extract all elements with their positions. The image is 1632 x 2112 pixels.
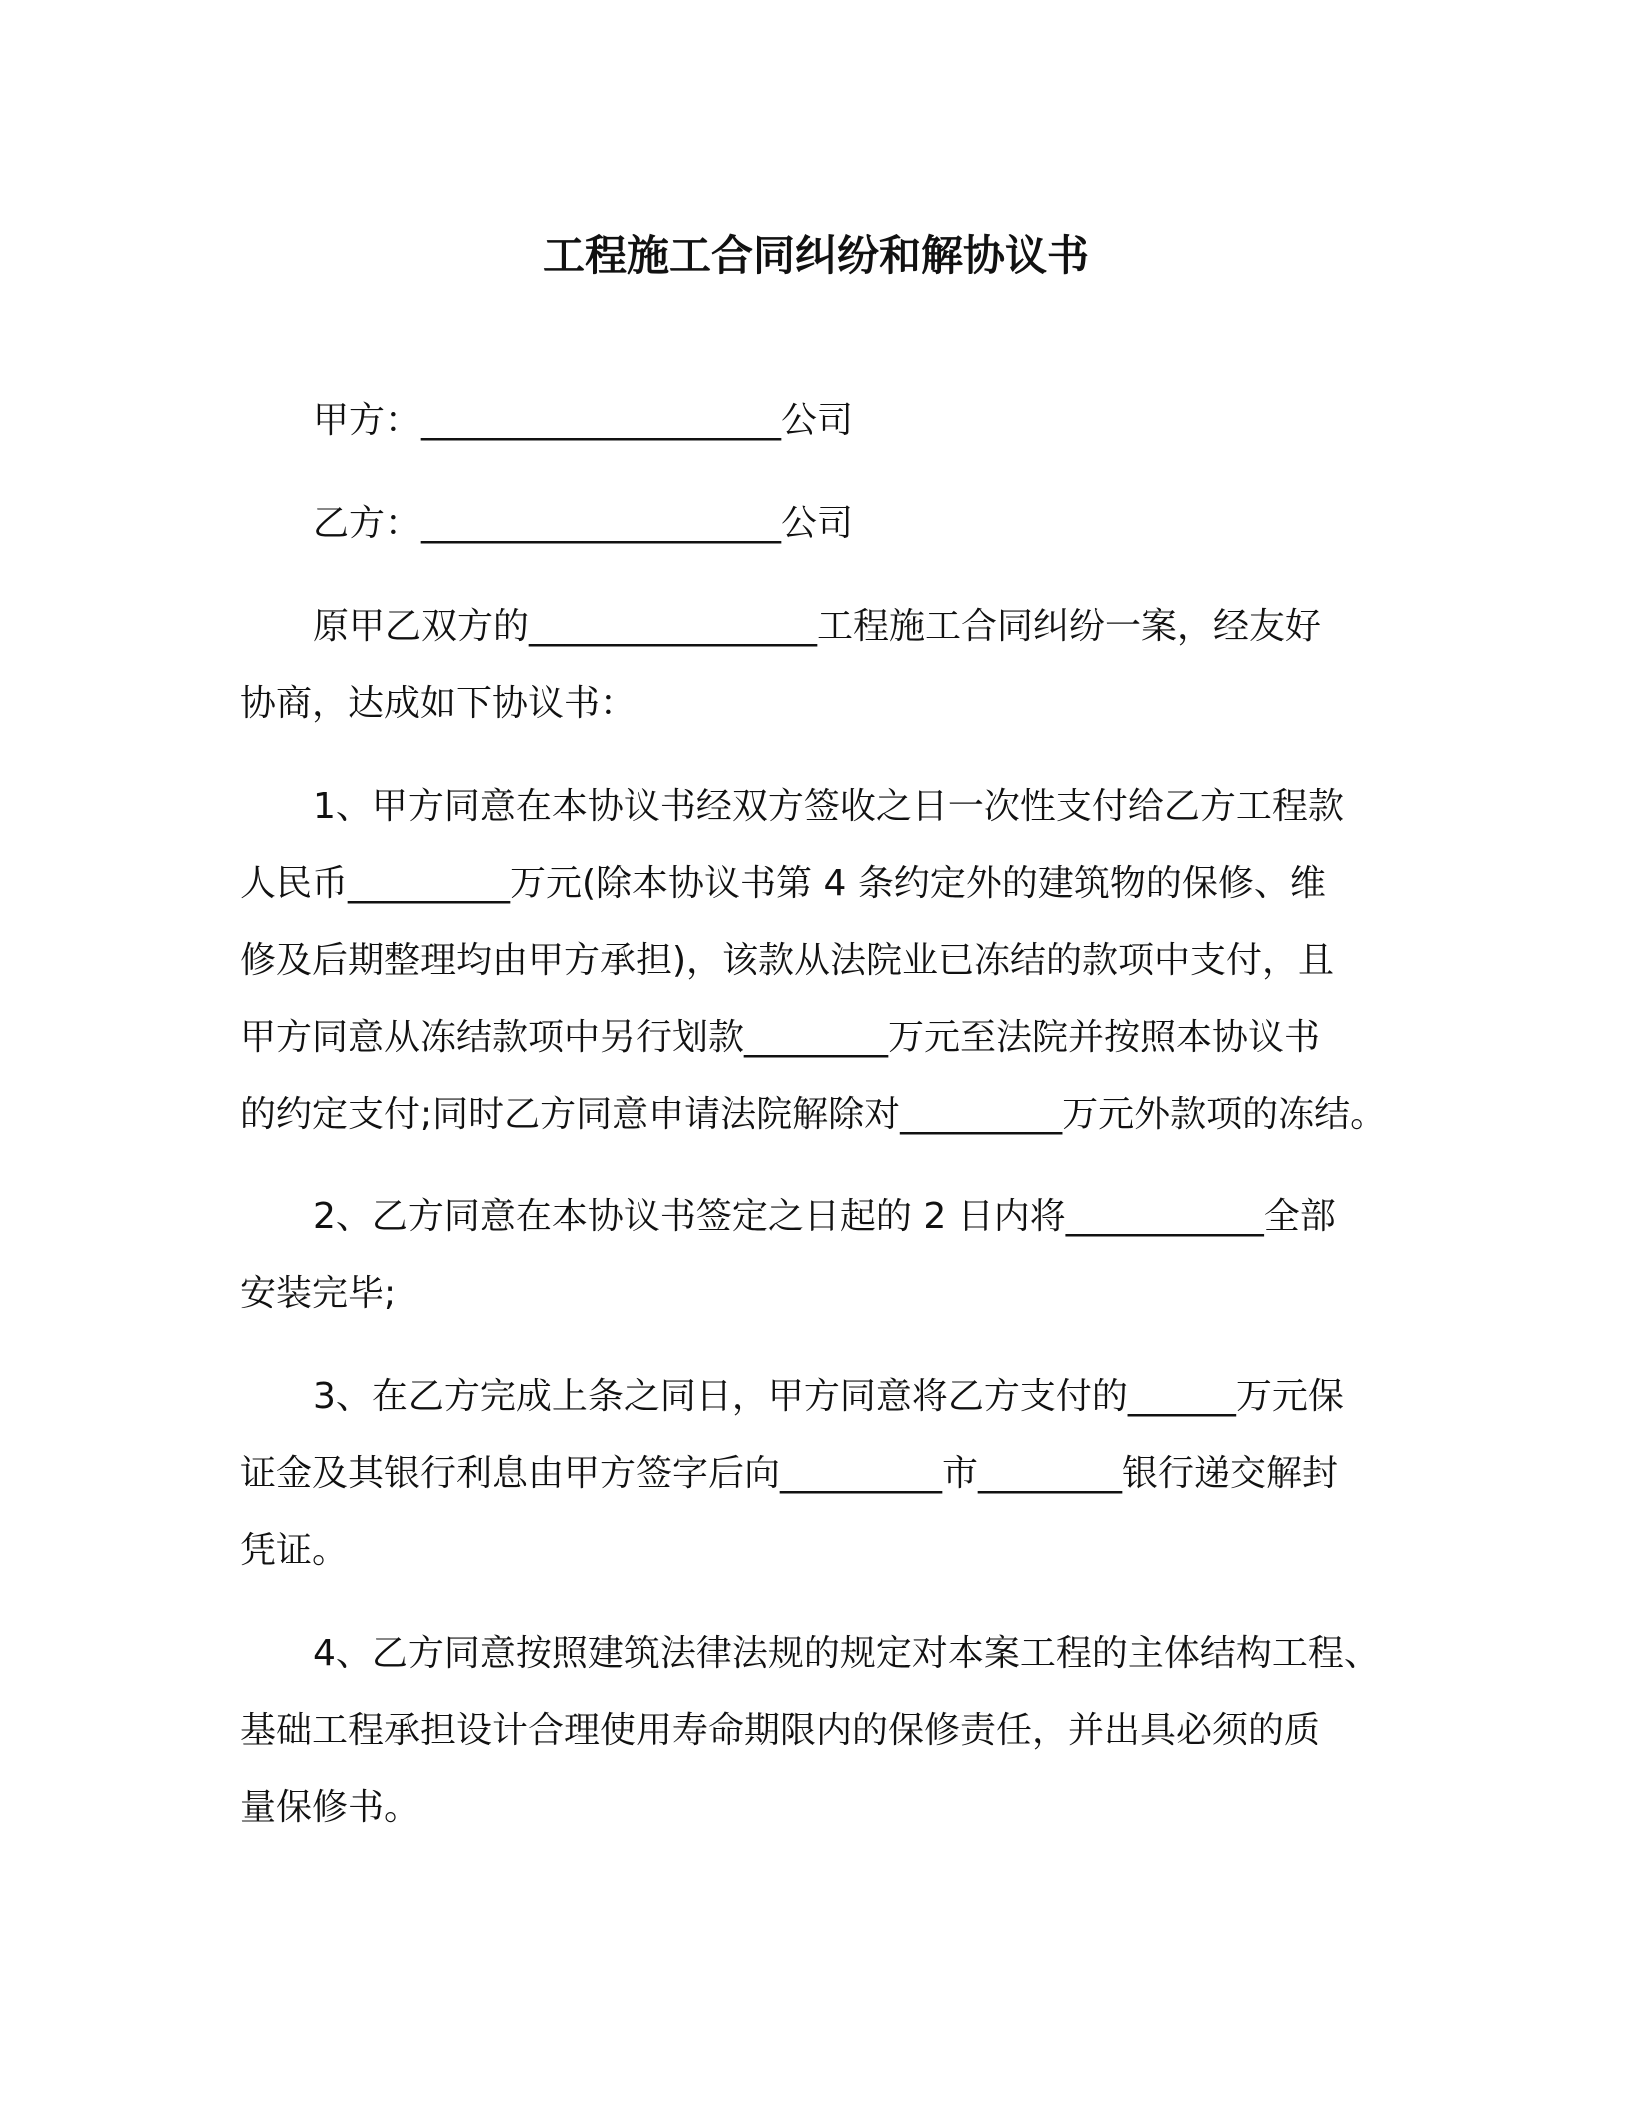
document-title: 工程施工合同纠纷和解协议书 — [542, 231, 1089, 280]
clause-2-line-1: 2、乙方同意在本协议书签定之日起的 2 日内将___________全部 — [313, 1196, 1336, 1237]
clause-2-line-2: 安装完毕; — [240, 1273, 397, 1314]
clause-4-line-1: 4、乙方同意按照建筑法律法规的规定对本案工程的主体结构工程、 — [313, 1633, 1380, 1674]
preamble-line-2: 协商，达成如下协议书： — [240, 683, 637, 724]
party-b-line: 乙方：____________________公司 — [313, 503, 854, 544]
clause-1-line-2: 人民币_________万元(除本协议书第 4 条约定外的建筑物的保修、维 — [240, 863, 1326, 904]
clause-1-line-4: 甲方同意从冻结款项中另行划款________万元至法院并按照本协议书 — [240, 1017, 1321, 1058]
party-a-line: 甲方：____________________公司 — [313, 400, 854, 441]
clause-1-line-1: 1、甲方同意在本协议书经双方签收之日一次性支付给乙方工程款 — [313, 786, 1344, 827]
clause-1-line-5: 的约定支付;同时乙方同意申请法院解除对_________万元外款项的冻结。 — [240, 1094, 1387, 1135]
preamble-line-1: 原甲乙双方的________________工程施工合同纠纷一案，经友好 — [313, 606, 1322, 647]
clause-4-line-2: 基础工程承担设计合理使用寿命期限内的保修责任，并出具必须的质 — [240, 1710, 1321, 1751]
clause-4-line-3: 量保修书。 — [240, 1787, 421, 1828]
clause-3-line-1: 3、在乙方完成上条之同日，甲方同意将乙方支付的______万元保 — [313, 1376, 1344, 1417]
clause-3-line-3: 凭证。 — [240, 1530, 349, 1571]
clause-1-line-3: 修及后期整理均由甲方承担)，该款从法院业已冻结的款项中支付，且 — [240, 940, 1335, 981]
clause-3-line-2: 证金及其银行利息由甲方签字后向_________市________银行递交解封 — [240, 1453, 1339, 1494]
